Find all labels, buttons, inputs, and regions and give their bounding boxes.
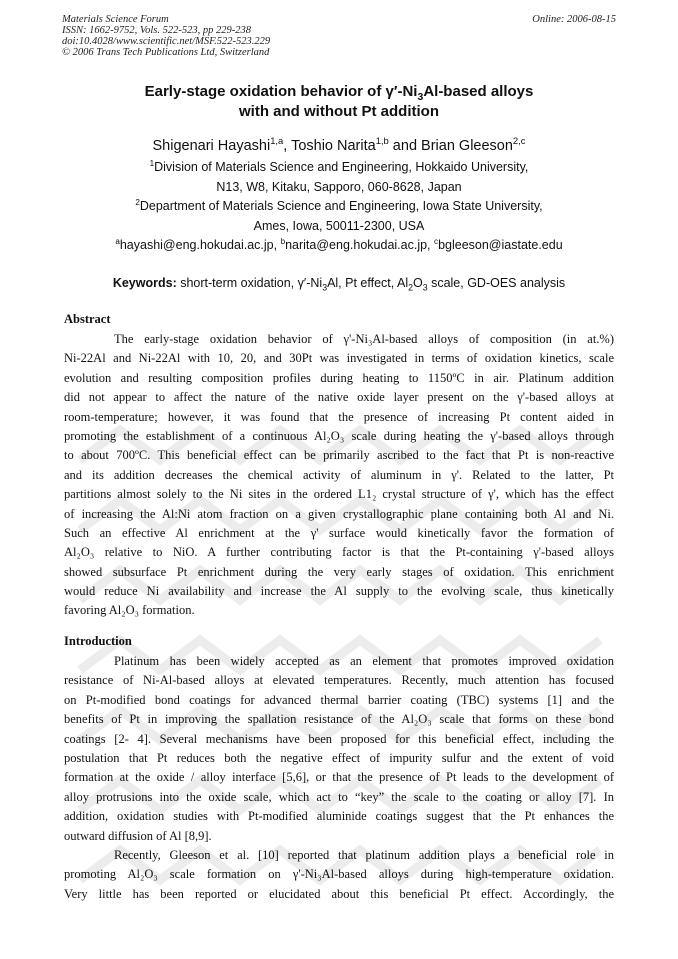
doi-line: doi:10.4028/www.scientific.net/MSF.522-523.229: [62, 36, 271, 47]
text-line: Ni-22Al and Ni-22Al with 10, 20, and 30Pt was investigated in terms of oxidation kinetics, scale: [64, 351, 614, 366]
text-line: alloy protrusions into the oxide scale, which act to “key” the scale to the coating or alloy [7]. In: [64, 789, 614, 804]
text-line: would reduce Ni availability and increase the Al supply to the evolving scale, thus kinetically: [64, 584, 614, 599]
text-line: and its addition decreases the chemical activity of aluminum in γ'. Related to the latter, Pt: [64, 467, 614, 482]
affiliation-1-address: N13, W8, Kitaku, Sapporo, 060-8628, Japan: [216, 180, 462, 194]
author-name: Brian Gleeson: [421, 138, 513, 154]
text-line: to about 700ºC. This beneficial effect can be primarily ascribed to the fact that Pt is non-reactive: [64, 448, 614, 463]
text-line: Platinum has been widely accepted as an element that promotes improved oxidation: [114, 654, 614, 668]
issn-line: ISSN: 1662-9752, Vols. 522-523, pp 229-238: [62, 25, 251, 36]
abstract-body: [64, 330, 614, 621]
abstract-heading: Abstract: [64, 312, 111, 326]
text-line: of increasing the Al:Ni atom fraction on a given crystallographic plane containing both Al and Ni.: [64, 506, 614, 521]
keywords-line: Keywords: short-term oxidation, $\gamma'-Ni_3Al$, Pt effect, $Al_2O_3$ scale, GD-OES analysis: [112, 276, 566, 293]
text-line: on Pt-modified bond coatings for advanced thermal barrier coating (TBC) systems [1] and the: [64, 692, 614, 707]
text-line: addition, oxidation studies with Pt-modified aluminide coatings suggest that the Pt enhances the: [64, 809, 614, 824]
journal-header: [62, 14, 616, 58]
text-line: Such an effective Al enrichment at the γ' surface would kinetically favor the formation of: [64, 525, 614, 540]
text-line: evolution and resulting composition profiles during heating to 1150ºC in air. Platinum addition: [64, 370, 614, 385]
keywords-label: Keywords:: [112, 276, 177, 290]
affiliation-2: $^2$Department of Materials Science and Engineering, Iowa State University,: [135, 197, 543, 213]
text-line: benefits of Pt in improving the spallation resistance of the Al₂O₃ scale that forms on these bond: [64, 712, 614, 727]
text-line: Recently, Gleeson et al. [10] reported that platinum addition plays a beneficial role in: [114, 847, 614, 862]
text-line: favoring Al₂O₃ formation.: [64, 603, 195, 618]
text-line: promoting Al₂O₃ scale formation on γ'-Ni₃Al-based alloys during high-temperature oxidation.: [64, 867, 614, 882]
author-list: Shigenari Hayashi$^{1,a}$, Toshio Narita$^{1,b}$ and Brian Gleeson$^{2,c}$: [152, 135, 526, 154]
text-line: coatings [2- 4]. Several mechanisms have been proposed for this beneficial effect, including the: [64, 731, 614, 746]
text-line: promoting the establishment of a continuous Al₂O₃ scale during heating the γ'-based alloys through: [64, 428, 614, 443]
email-link[interactable]: bgleeson@iastate.edu: [438, 238, 563, 252]
author-emails: $^a$hayashi@eng.hokudai.ac.jp, $^b$narita@eng.hokudai.ac.jp, $^c$bgleeson@iastate.edu: [115, 236, 563, 252]
text-line: postulation that Pt reduces both the negative effect of impurity sulfur and the extent of void: [64, 750, 614, 765]
text-line: showed subsurface Pt enrichment during the very early stages of oxidation. This enrichment: [64, 564, 614, 579]
text-line: Al₂O₃ relative to NiO. A further contributing factor is that the Pt-containing γ'-based alloys: [64, 545, 614, 560]
journal-name: Materials Science Forum: [62, 14, 169, 25]
copyright-line: © 2006 Trans Tech Publications Ltd, Switzerland: [62, 47, 270, 58]
text-line: room-temperature; however, it was found that the presence of increasing Pt content aided in: [64, 409, 614, 424]
email-link[interactable]: narita@eng.hokudai.ac.jp: [285, 238, 428, 252]
text-line: The early-stage oxidation behavior of γ'-Ni₃Al-based alloys of composition (in at.%): [114, 332, 614, 346]
author-name: Toshio Narita: [291, 138, 376, 154]
introduction-heading: Introduction: [64, 634, 132, 648]
paper-title: Early-stage oxidation behavior of $\gamma'-Ni_3Al$-based alloys with and without Pt addition: [144, 83, 534, 120]
introduction-body: [64, 652, 614, 904]
text-line: outward diffusion of Al [8,9].: [64, 828, 212, 843]
text-line: Very little has been reported or elucidated about this beneficial Pt effect. Accordingly, the: [64, 886, 614, 901]
affiliation-2-address: Ames, Iowa, 50011-2300, USA: [253, 219, 425, 233]
author-name: Shigenari Hayashi: [152, 138, 271, 154]
text-line: partitions almost solely to the Ni sites in the ordered L1₂ crystal structure of γ', which has the effect: [64, 487, 614, 502]
text-line: formation at the oxide / alloy interface [5,6], or that the presence of Pt leads to the development of: [64, 770, 614, 785]
affiliation-1: $^1$Division of Materials Science and Engineering, Hokkaido University,: [149, 158, 529, 174]
online-date: Online: 2006-08-15: [532, 14, 616, 25]
text-line: resistance of Ni-Al-based alloys at elevated temperatures. Recently, much attention has focused: [64, 673, 614, 688]
text-line: did not appear to affect the nature of the native oxide layer present on the γ'-based alloys at: [64, 390, 614, 405]
email-link[interactable]: hayashi@eng.hokudai.ac.jp: [119, 238, 274, 252]
